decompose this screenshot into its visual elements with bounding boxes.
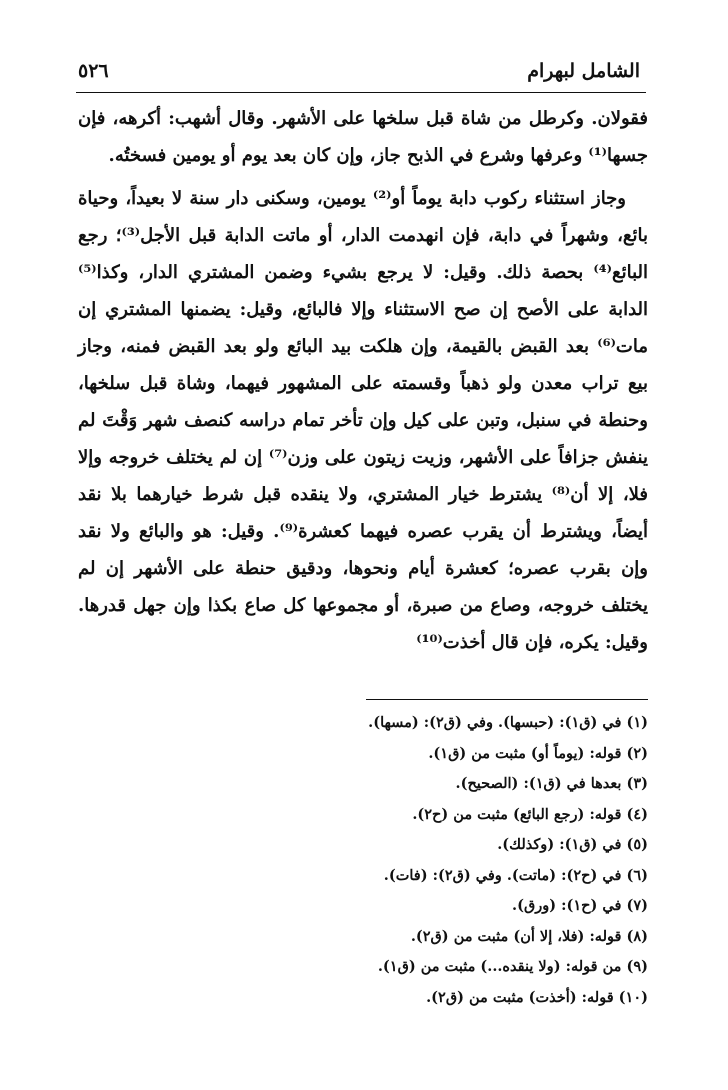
running-header xyxy=(78,54,640,88)
footnotes xyxy=(200,708,648,1013)
footnote-item: (٧) في (ح١): (ورق). xyxy=(512,897,648,914)
footnote-item: (٢) قوله: (يوماً أو) مثبت من (ق١). xyxy=(428,744,648,762)
paragraph-1: فقولان. وكرطل من شاة قبل سلخها على الأشهر. وقال أشهب: أكرهه، فإن جسها⁽¹⁾ وعرفها وشرع في الذبح جاز، وإن كان بعد يوم أو يومين فسختُه. xyxy=(78,108,648,166)
header-divider xyxy=(76,92,646,93)
running-title: الشامل لبهرام xyxy=(527,60,640,82)
footnote-item: (١) في (ق١): (حبسها). وفي (ق٢): (مسها). xyxy=(368,714,648,731)
footnote-divider xyxy=(366,699,648,700)
page-number: ٥٢٦ xyxy=(78,60,109,82)
footnote-item: (٩) من قوله: (ولا ينقده...) مثبت من (ق١). xyxy=(377,958,648,975)
footnote-item: (٥) في (ق١): (وكذلك). xyxy=(497,836,648,853)
paragraph-2: وجاز استثناء ركوب دابة يوماً أو⁽²⁾ يومين، وسكنى دار سنة لا بعيداً، وحياة بائع، وشهراً في دابة، فإن انهدمت الدار، أو ماتت الدابة قبل الأجل⁽³⁾؛ رجع البائع⁽⁴⁾ بحصة ذلك. وقيل: لا يرجع بشيء وضمن المشتري الدار، وكذا⁽⁵⁾ الدابة على الأصح إن صح الاستثناء وإلا فالبائع، وقيل: يضمنها المشتري إن مات⁽⁶⁾ بعد القبض بالقيمة، وإن هلكت بيد البائع ولو بعد القبض فمنه، وجاز بيع تراب معدن ولو ذهباً وقسمته على المشهور فيهما، وشاة قبل سلخها، وحنطة في سنبل، وتبن على كيل وإن تأخر تمام دراسه كنصف شهر وَقْتَ لم ينفش جزافاً على الأشهر، وزيت زيتون على وزن⁽⁷⁾ إن لم يختلف خروجه وإلا فلا، إلا أن⁽⁸⁾ يشترط خيار المشتري، ولا ينقده قبل شرط خيارهما بلا نقد أيضاً، ويشترط أن يقرب عصره فيهما كعشرة⁽⁹⁾. وقيل: هو والبائع ولا نقد وإن بقرب عصره؛ كعشرة أيام ونحوها، ودقيق حنطة على الأشهر إن لم يختلف خروجه، وصاع من صبرة، أو مجموعها كل صاع بكذا وإن جهل قدرها. وقيل: يكره، فإن قال أخذت⁽¹⁰⁾ xyxy=(78,188,649,653)
footnote-item: (١٠) قوله: (أخذت) مثبت من (ق٢). xyxy=(426,988,648,1006)
footnote-item: (٨) قوله: (فلا، إلا أن) مثبت من (ق٢). xyxy=(410,927,648,945)
footnote-item: (٦) في (ح٢): (ماتت). وفي (ق٢): (فات). xyxy=(383,866,648,884)
footnote-item: (٣) بعدها في (ق١): (الصحيح). xyxy=(455,775,648,792)
footnote-item: (٤) قوله: (رجع البائع) مثبت من (ح٢). xyxy=(412,805,648,823)
main-text xyxy=(78,100,648,661)
